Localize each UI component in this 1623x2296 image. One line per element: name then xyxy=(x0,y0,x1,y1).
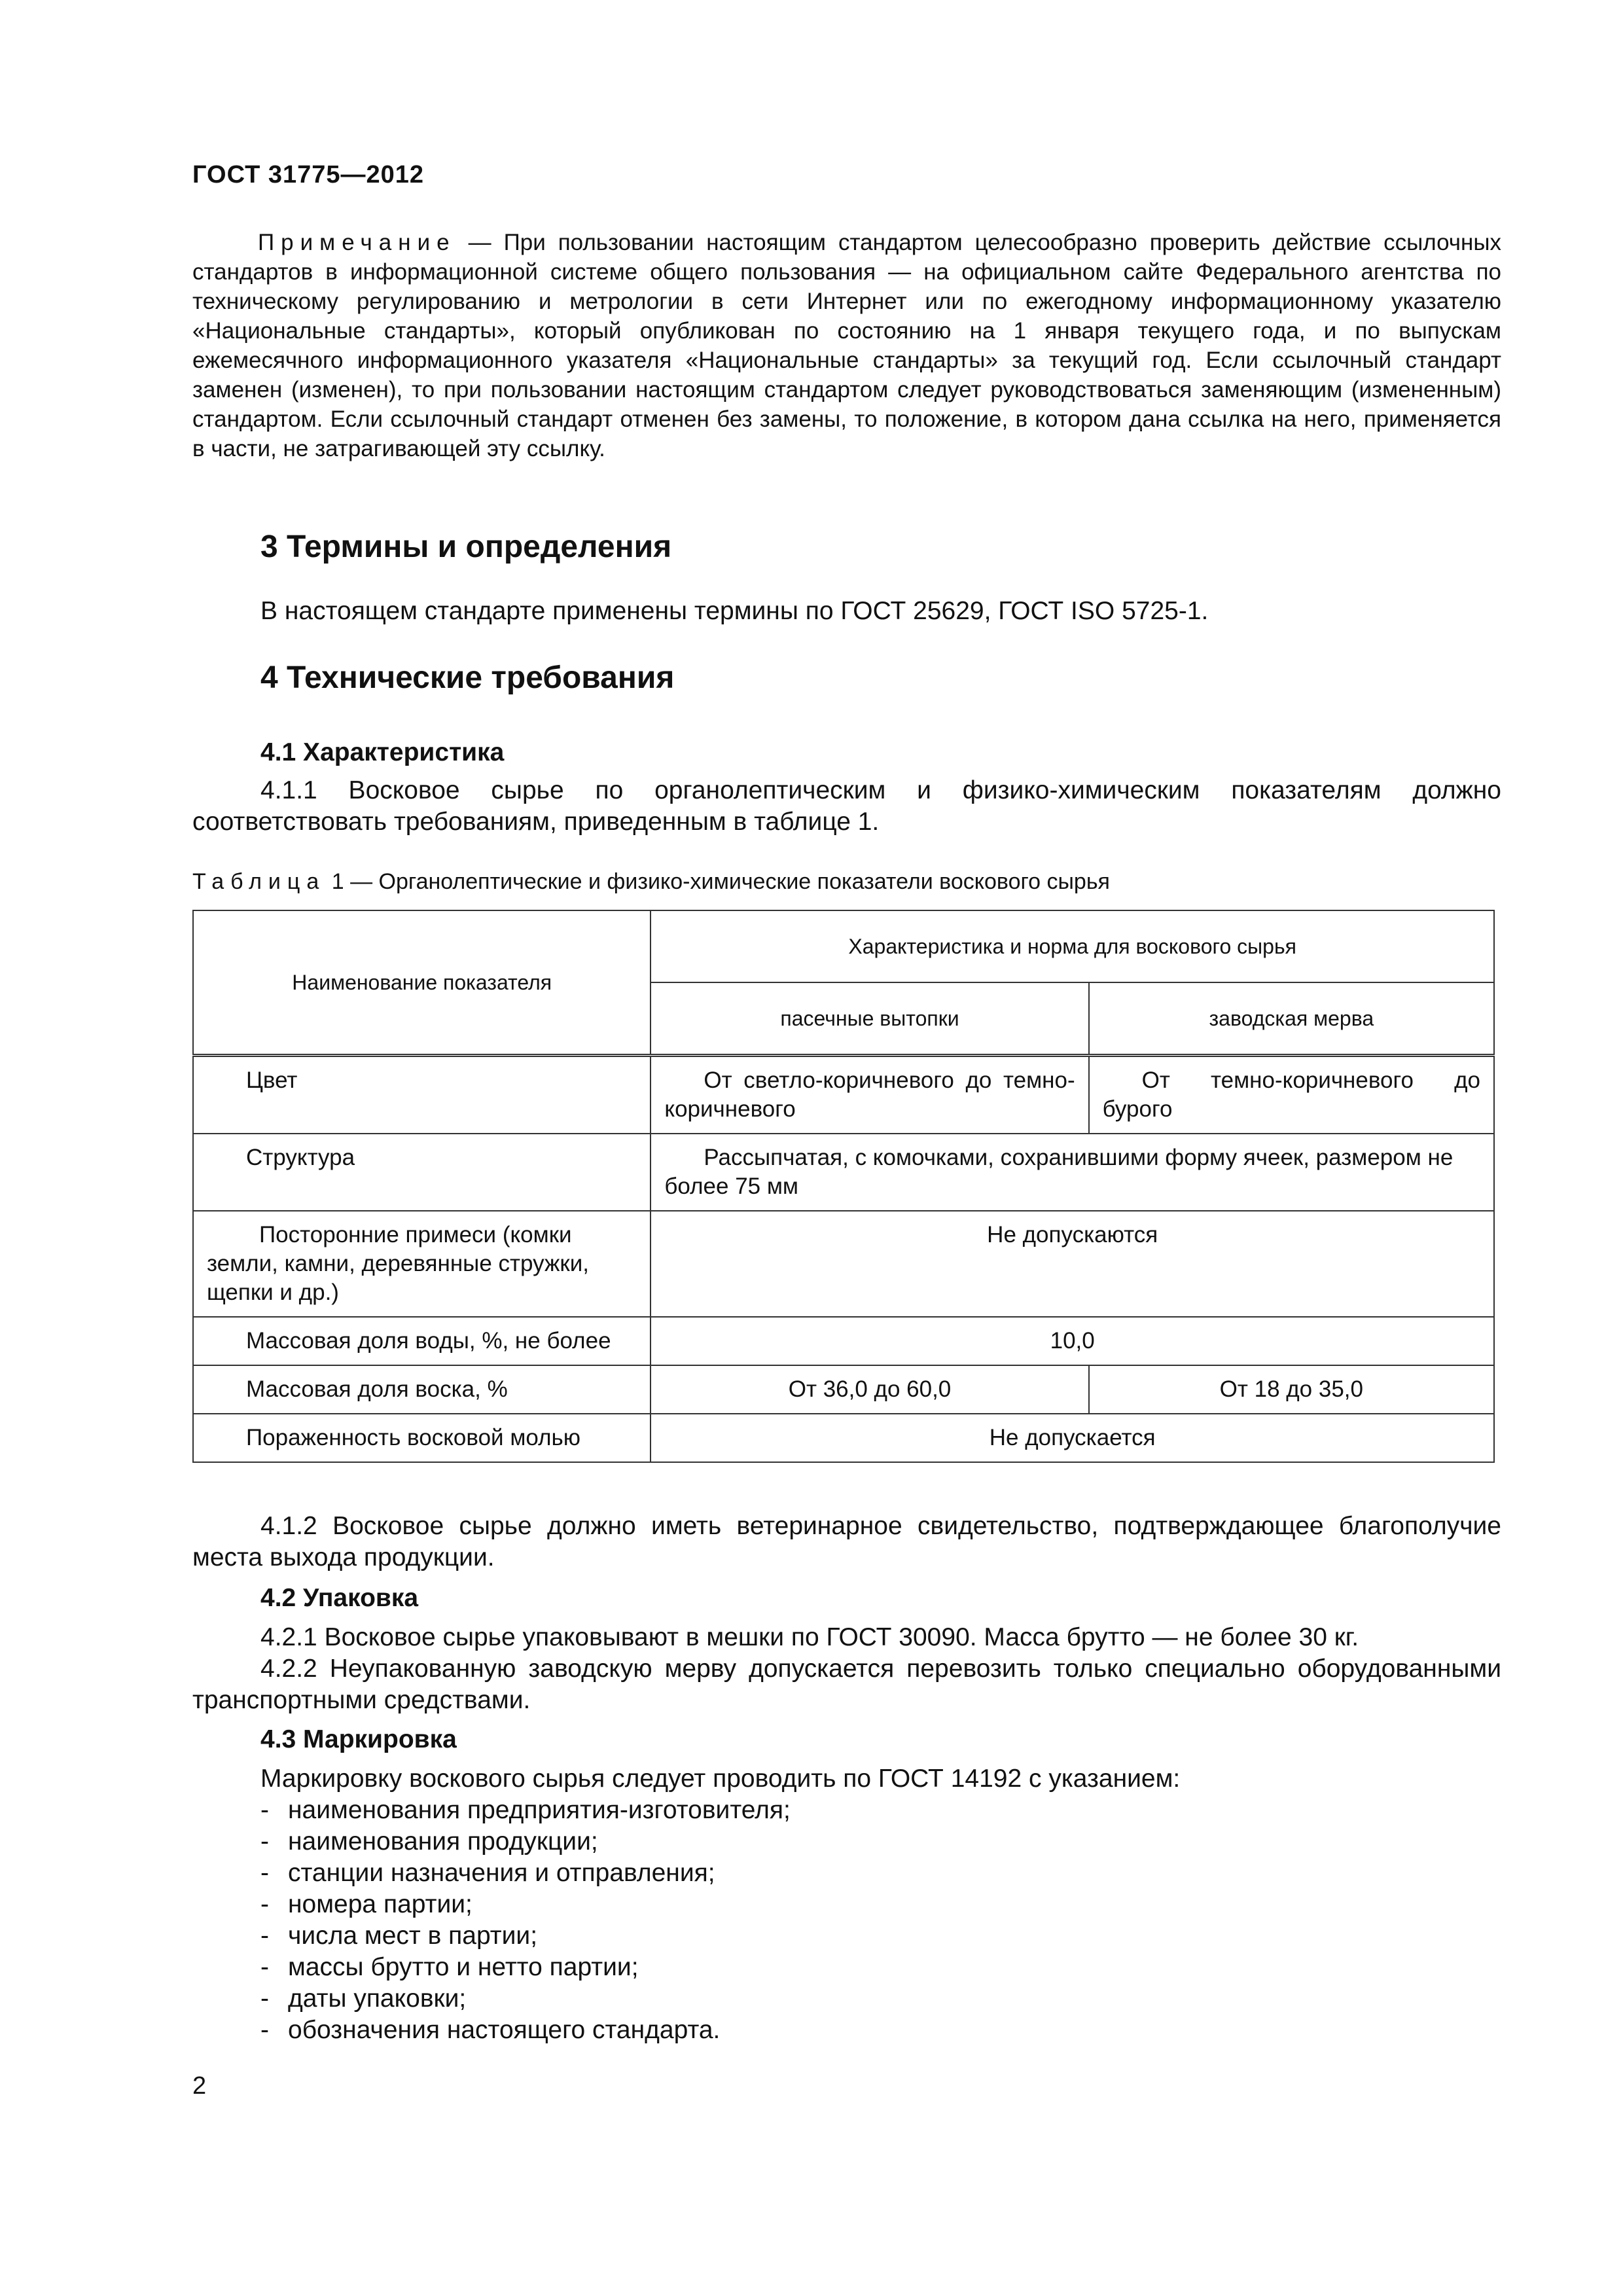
table-row xyxy=(193,1134,1494,1211)
column-header-group: Характеристика и норма для воскового сырья xyxy=(651,910,1494,982)
row-name-wax: Массовая доля воска, % xyxy=(193,1365,651,1414)
row-value-wax-apiary: От 36,0 до 60,0 xyxy=(651,1365,1088,1414)
row-value-color-apiary: От светло-коричневого до темно-коричневого xyxy=(651,1056,1088,1134)
section-3-title: 3 Термины и определения xyxy=(260,529,672,564)
table-1 xyxy=(192,910,1495,1463)
table-row xyxy=(193,1317,1494,1365)
page-number: 2 xyxy=(192,2072,207,2100)
note-text: — При пользовании настоящим стандартом целесообразно проверить действие ссылочных стандартов в информационной системе общего пользования — на официальном сайте Федерального агентства по техническому регулированию и метрологии в сети Интернет или по ежегодному информационному указателю «Национальные стандарты», который опубликован по состоянию на 1 января текущего года, и по выпускам ежемесячного информационного указателя «Национальные стандарты» за текущий год. Если ссылочный стандарт заменен (изменен), то при пользовании настоящим стандартом следует руководствоваться заменяющим (измененным) стандартом. Если ссылочный стандарт отменен без замены, то положение, в котором дана ссылка на него, применяется в части, не затрагивающей эту ссылку. xyxy=(192,230,1501,461)
column-header-factory: заводская мерва xyxy=(1089,982,1494,1056)
row-value-color-factory: От темно-коричневого до бурого xyxy=(1089,1056,1494,1134)
marking-list xyxy=(260,1795,1504,2046)
paragraph-4-1-2: 4.1.2 Восковое сырье должно иметь ветеринарное свидетельство, подтверждающее благополучие места выхода продукции. xyxy=(192,1512,1501,1571)
paragraph-4-2-1: 4.2.1 Восковое сырье упаковывают в мешки по ГОСТ 30090. Масса брутто — не более 30 кг. xyxy=(260,1623,1359,1651)
subsection-4-1-title: 4.1 Характеристика xyxy=(260,738,505,766)
list-item: - даты упаковки; xyxy=(260,1984,467,2013)
row-value-impurities: Не допускаются xyxy=(651,1211,1494,1317)
paragraph-4-1-1: 4.1.1 Восковое сырье по органолептическим и физико-химическим показателям должно соответствовать требованиям, приведенным в таблице 1. xyxy=(192,776,1501,836)
table-row xyxy=(193,1211,1494,1317)
list-item: - станции назначения и отправления; xyxy=(260,1859,715,1887)
subsection-4-2-title: 4.2 Упаковка xyxy=(260,1584,419,1612)
section-3-text: В настоящем стандарте применены термины по ГОСТ 25629, ГОСТ ISO 5725-1. xyxy=(260,597,1209,625)
reference-note xyxy=(192,228,1501,463)
row-value-water: 10,0 xyxy=(651,1317,1494,1365)
list-item: - массы брутто и нетто партии; xyxy=(260,1953,639,1981)
table-caption: Таблица 1 — Органолептические и физико-химические показатели воскового сырья xyxy=(192,869,1110,894)
table-row xyxy=(193,1414,1494,1462)
row-value-moth: Не допускается xyxy=(651,1414,1494,1462)
paragraph-4-3: Маркировку воскового сырья следует проводить по ГОСТ 14192 с указанием: xyxy=(260,1765,1181,1793)
section-4-title: 4 Технические требования xyxy=(260,660,675,695)
list-item: - наименования продукции; xyxy=(260,1827,598,1856)
list-item: - наименования предприятия-изготовителя; xyxy=(260,1796,791,1824)
table-header-row xyxy=(193,910,1494,982)
row-name-water: Массовая доля воды, %, не более xyxy=(193,1317,651,1365)
row-name-impurities: Посторонние примеси (комки земли, камни, деревянные стружки, щепки и др.) xyxy=(193,1211,651,1317)
subsection-4-3-title: 4.3 Маркировка xyxy=(260,1725,457,1753)
paragraph-4-2-2: 4.2.2 Неупакованную заводскую мерву допускается перевозить только специально оборудованными транспортными средствами. xyxy=(192,1655,1501,1714)
list-item: - номера партии; xyxy=(260,1890,473,1918)
column-header-apiary: пасечные вытопки xyxy=(651,982,1088,1056)
document-header: ГОСТ 31775—2012 xyxy=(192,161,425,188)
list-item: - обозначения настоящего стандарта. xyxy=(260,2016,721,2044)
row-name-color: Цвет xyxy=(193,1056,651,1134)
row-name-moth: Пораженность восковой молью xyxy=(193,1414,651,1462)
note-label: Примечание xyxy=(258,230,456,255)
table-row xyxy=(193,1365,1494,1414)
row-name-structure: Структура xyxy=(193,1134,651,1211)
list-item: - числа мест в партии; xyxy=(260,1922,538,1950)
column-header-name: Наименование показателя xyxy=(193,910,651,1056)
table-row xyxy=(193,1056,1494,1134)
row-value-structure: Рассыпчатая, с комочками, сохранившими форму ячеек, размером не более 75 мм xyxy=(651,1134,1494,1211)
row-value-wax-factory: От 18 до 35,0 xyxy=(1089,1365,1494,1414)
